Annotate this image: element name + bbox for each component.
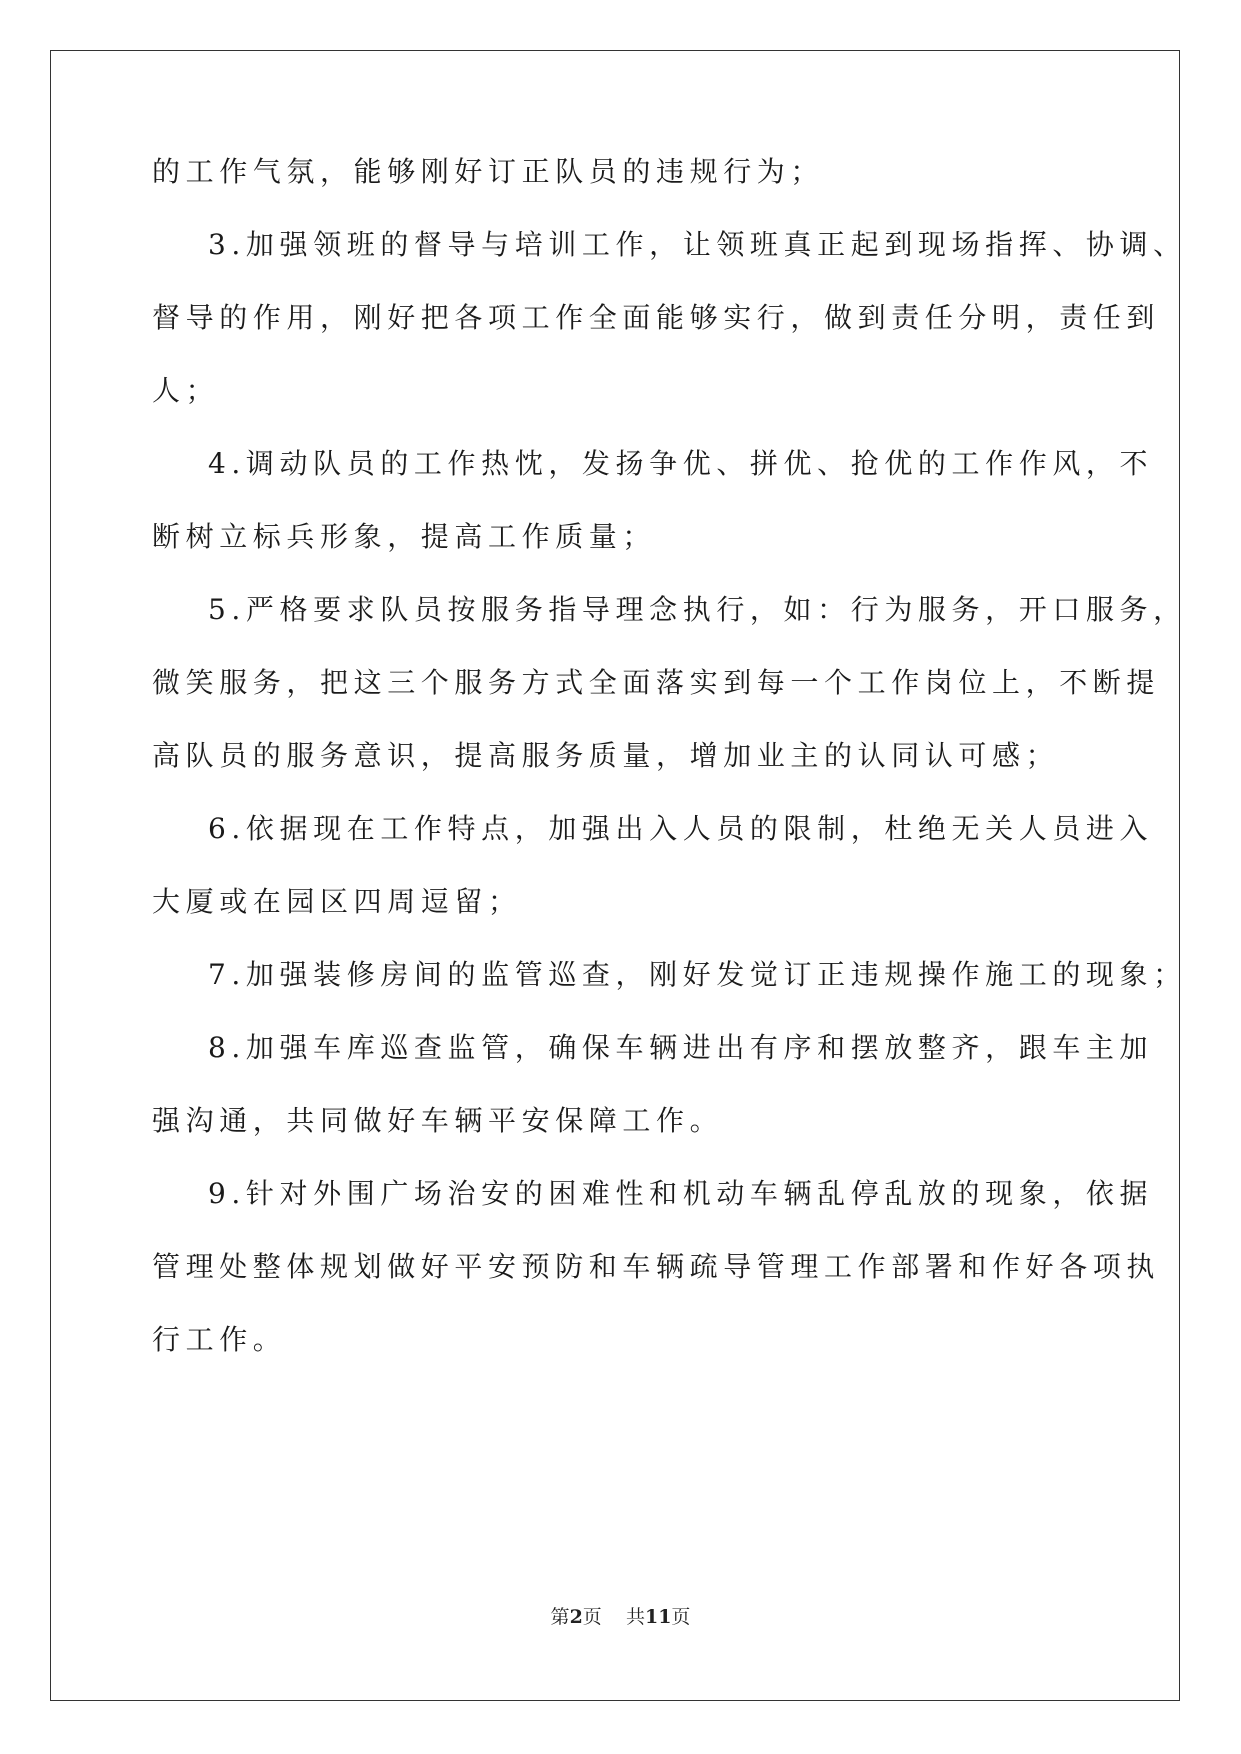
total-page-number: 11	[644, 1606, 672, 1628]
text-line: 行工作。	[152, 1323, 287, 1356]
text-line: 微笑服务，把这三个服务方式全面落实到每一个工作岗位上，不断提	[152, 666, 1161, 699]
text-line: 9.针对外围广场治安的困难性和机动车辆乱停乱放的现象，依据	[208, 1177, 1154, 1210]
text-line: 7.加强装修房间的监管巡查，刚好发觉订正违规操作施工的现象；	[208, 958, 1187, 991]
text-line: 督导的作用，刚好把各项工作全面能够实行，做到责任分明，责任到	[152, 301, 1161, 334]
footer-suffix: 页	[671, 1606, 691, 1628]
text-line: 大厦或在园区四周逗留；	[152, 885, 522, 918]
text-line: 管理处整体规划做好平安预防和车辆疏导管理工作部署和作好各项执	[152, 1250, 1161, 1283]
page-footer	[0, 1604, 1241, 1630]
text-line: 的工作气氛，能够刚好订正队员的违规行为；	[152, 155, 825, 188]
text-line: 5.严格要求队员按服务指导理念执行，如：行为服务，开口服务，	[208, 593, 1187, 626]
text-line: 4.调动队员的工作热忱，发扬争优、拼优、抢优的工作作风，不	[208, 447, 1154, 480]
text-line: 断树立标兵形象，提高工作质量；	[152, 520, 657, 553]
text-line: 6.依据现在工作特点，加强出入人员的限制，杜绝无关人员进入	[208, 812, 1154, 845]
text-line: 高队员的服务意识，提高服务质量，增加业主的认同认可感；	[152, 739, 1060, 772]
text-line: 8.加强车库巡查监管，确保车辆进出有序和摆放整齐，跟车主加	[208, 1031, 1154, 1064]
current-page-number: 2	[569, 1606, 583, 1628]
text-line: 强沟通，共同做好车辆平安保障工作。	[152, 1104, 724, 1137]
footer-prefix: 第	[550, 1606, 570, 1628]
text-line: 人；	[152, 374, 220, 407]
text-line: 3.加强领班的督导与培训工作，让领班真正起到现场指挥、协调、	[208, 228, 1187, 261]
footer-middle: 页 共	[582, 1606, 645, 1628]
